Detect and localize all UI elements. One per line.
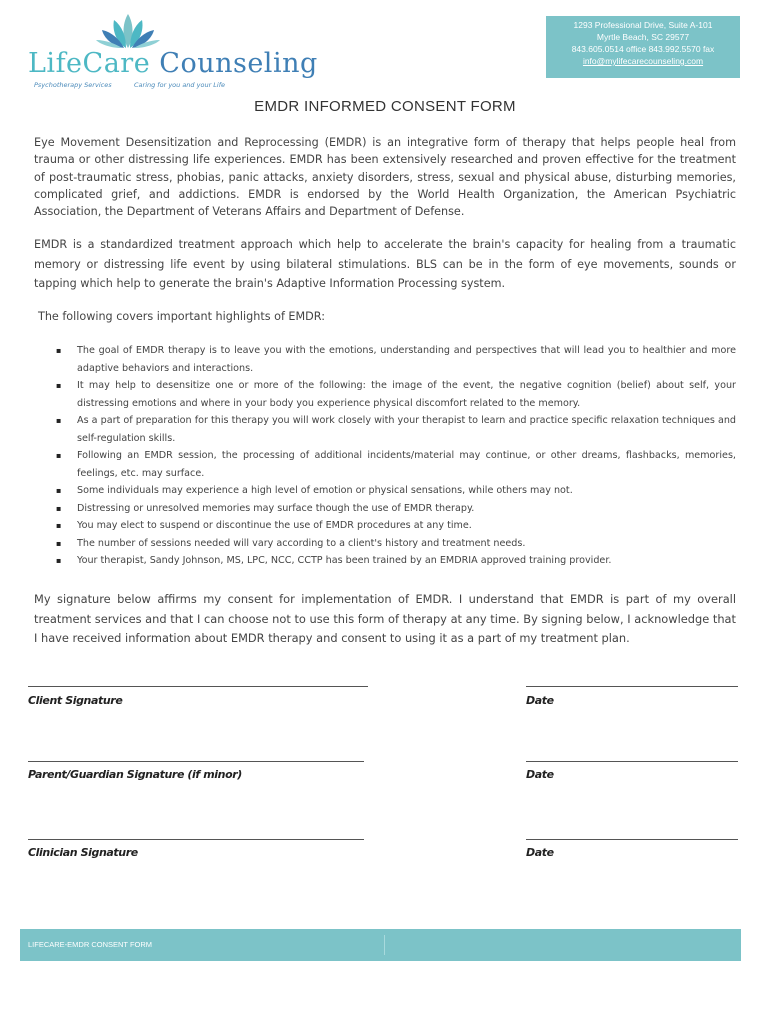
form-title: EMDR INFORMED CONSENT FORM (254, 98, 516, 115)
logo-tagline-services: Psychotherapy Services (34, 81, 112, 89)
footer-divider (384, 935, 385, 955)
list-item-text: Following an EMDR session, the processing of additional incidents/material may continue, or other dreams, flashbacks, memories, feelings, etc. may surface. (77, 450, 736, 479)
list-item-text: You may elect to suspend or discontinue the use of EMDR procedures at any time. (77, 520, 472, 531)
list-item-text: It may help to desensitize one or more of the following: the image of the event, the negative cognition (belief) about self, your distressing emotions and where in your body you experience physical discomfort related to the memory. (77, 380, 736, 409)
bullet-icon: ▪ (56, 381, 62, 390)
highlights-list (56, 342, 736, 570)
parent-signature-label: Parent/Guardian Signature (if minor) (28, 768, 242, 781)
bullet-icon: ▪ (56, 556, 62, 565)
bullet-icon: ▪ (56, 503, 62, 513)
list-item (56, 517, 736, 535)
list-item (56, 482, 736, 500)
highlights-heading: The following covers important highlights of EMDR: (38, 310, 325, 323)
logo-tagline-caring: Caring for you and your Life (134, 81, 226, 89)
list-item-text: The goal of EMDR therapy is to leave you with the emotions, understanding and perspectives that will lead you to healthier and more adaptive behaviors and interactions. (77, 345, 736, 374)
clinician-signature-line[interactable] (28, 829, 364, 840)
list-item (56, 535, 736, 553)
approach-paragraph: EMDR is a standardized treatment approach which help to accelerate the brain's capacity for healing from a traumatic memory or distressing life event by using bilateral stimulations. BLS can be in the form of eye movements, sounds or tapping which help to generate the brain's Adaptive Information Processing system. (34, 238, 736, 290)
list-item (56, 552, 736, 570)
list-item-text: The number of sessions needed will vary according to a client's history and treatment needs. (77, 537, 526, 549)
clinician-date-line[interactable] (526, 829, 738, 840)
footer-label: LIFECARE-EMDR CONSENT FORM (28, 940, 153, 949)
bullet-icon: ▪ (56, 538, 62, 548)
list-item (56, 500, 736, 518)
logo-wordmark (28, 48, 318, 79)
address-line-2: Myrtle Beach, SC 29577 (596, 32, 690, 42)
clinician-date-label: Date (526, 846, 554, 859)
address-line-1: 1293 Professional Drive, Suite A-101 (573, 20, 713, 30)
clinician-signature-label: Clinician Signature (28, 846, 138, 859)
list-item-text: Your therapist, Sandy Johnson, MS, LPC, NCC, CCTP has been trained by an EMDRIA approved training provider. (77, 555, 612, 566)
list-item (56, 377, 736, 412)
list-item-text: As a part of preparation for this therapy you will work closely with your therapist to learn and practice specific relaxation techniques and self-regulation skills. (77, 415, 736, 444)
phone-fax-line: 843.605.0514 office 843.992.5570 fax (571, 44, 715, 54)
bullet-icon: ▪ (56, 346, 62, 355)
intro-paragraph: Eye Movement Desensitization and Reprocessing (EMDR) is an integrative form of therapy that helps people heal from trauma or other distressing life experiences. EMDR has been extensively researched and proven effective for the treatment of post-traumatic stress, phobias, panic attacks, anxiety disorders, stress, sexual and physical abuse, disturbing memories, complicated grief, and addictions. EMDR is endorsed by the World Health Organization, the American Psychiatric Association, the Department of Veterans Affairs and Department of Defense. (34, 136, 736, 219)
client-date-line[interactable] (526, 676, 738, 687)
consent-paragraph: My signature below affirms my consent for implementation of EMDR. I understand that EMDR is part of my overall treatment services and that I can choose not to use this form of therapy at any time. By signing below, I acknowledge that I have received information about EMDR therapy and consent to using it as a part of my treatment plan. (34, 592, 736, 645)
contact-info-box (546, 16, 740, 78)
list-item (56, 342, 736, 377)
logo-word-lifecare: LifeCare (28, 48, 151, 79)
client-date-label: Date (526, 694, 554, 707)
list-item-text: Distressing or unresolved memories may surface though the use of EMDR therapy. (77, 502, 475, 514)
bullet-icon: ▪ (56, 521, 62, 530)
email-link[interactable]: info@mylifecarecounseling.com (582, 56, 704, 66)
footer-bar (20, 929, 741, 961)
lotus-icon (96, 10, 160, 50)
bullet-icon: ▪ (56, 486, 62, 495)
lifecare-logo (26, 10, 318, 89)
parent-date-label: Date (526, 768, 554, 781)
bullet-icon: ▪ (56, 416, 62, 425)
list-item (56, 412, 736, 447)
parent-signature-line[interactable] (28, 751, 364, 762)
list-item (56, 447, 736, 482)
list-item-text: Some individuals may experience a high level of emotion or physical sensations, while others may not. (77, 485, 573, 496)
parent-date-line[interactable] (526, 751, 738, 762)
client-signature-line[interactable] (28, 676, 368, 687)
bullet-icon: ▪ (56, 451, 62, 460)
logo-word-counseling: Counseling (159, 48, 318, 79)
client-signature-label: Client Signature (28, 694, 123, 707)
